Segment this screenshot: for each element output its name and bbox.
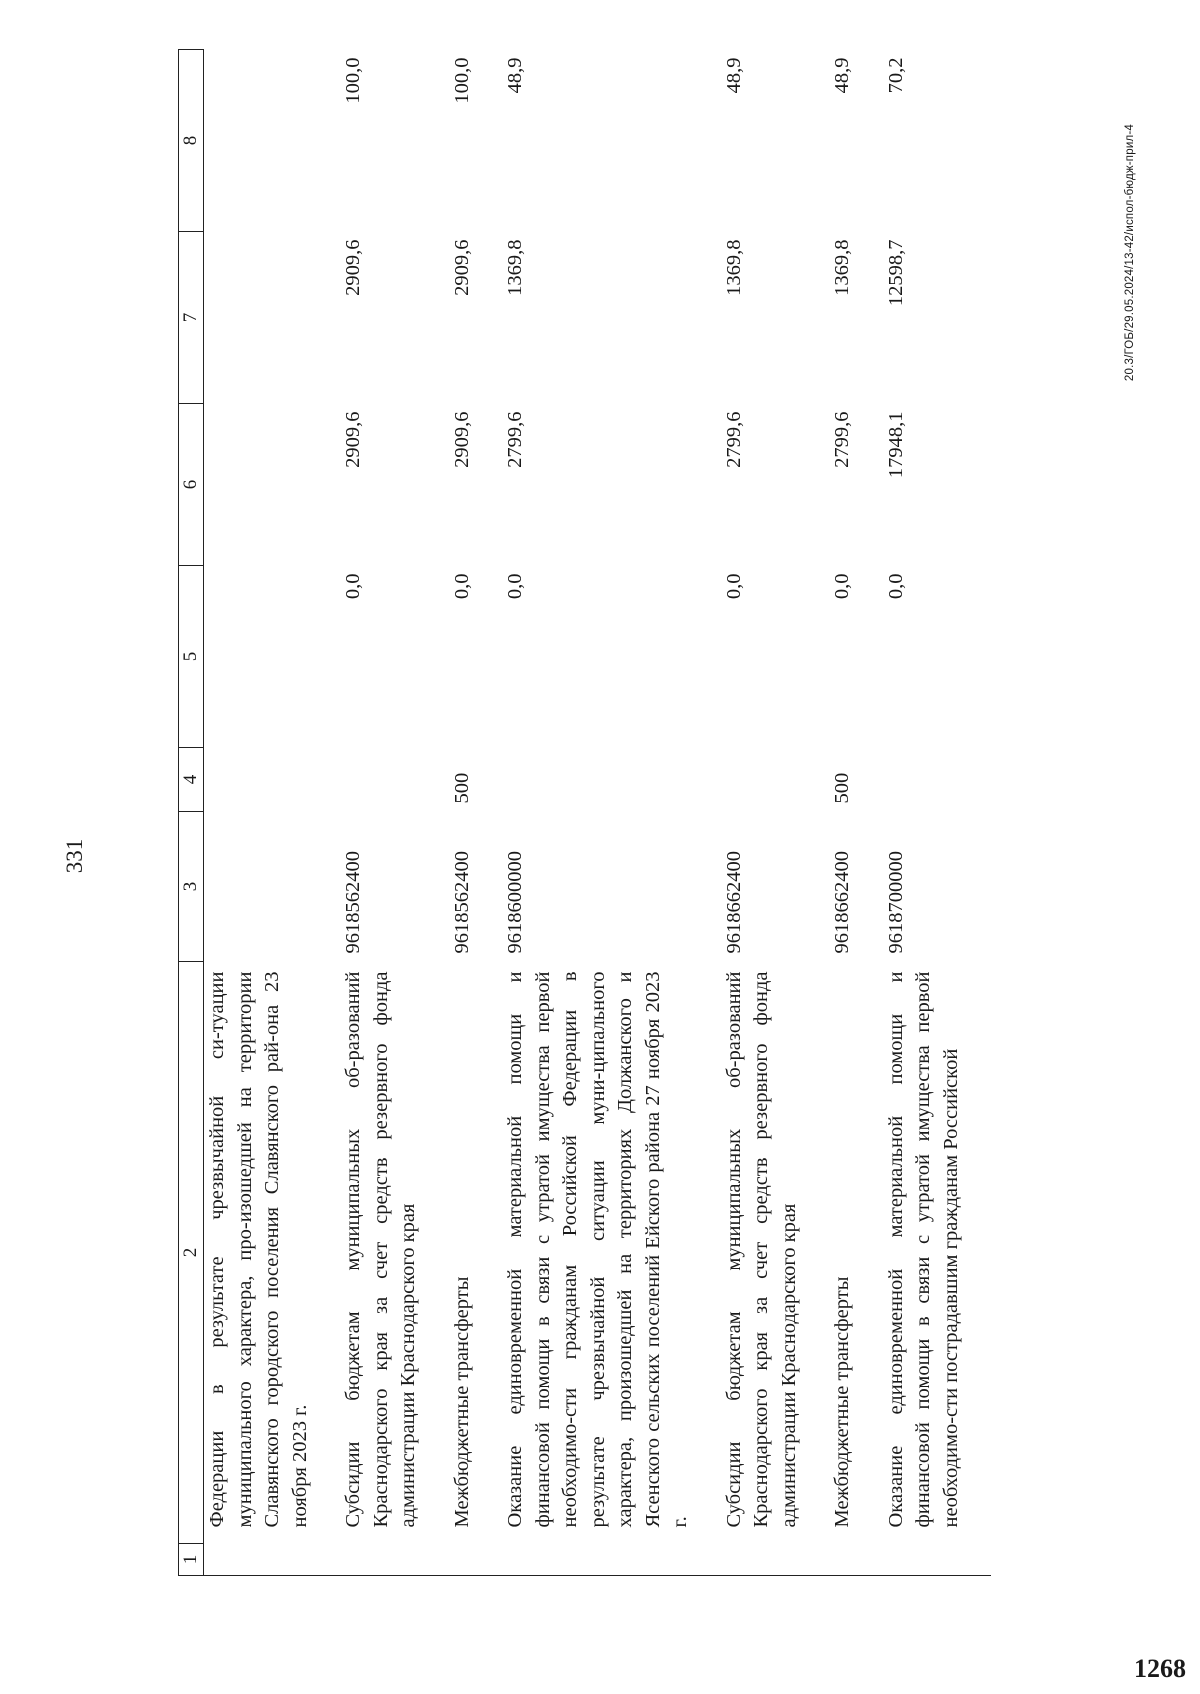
cell-col-7: 12598,7 xyxy=(884,239,907,307)
table-row xyxy=(721,50,830,1576)
table-row xyxy=(204,50,341,1576)
header-col-3: 3 xyxy=(179,812,204,962)
cell-expense-type xyxy=(721,748,830,812)
cell-description xyxy=(502,962,721,1544)
header-col-4: 4 xyxy=(179,748,204,812)
header-col-5: 5 xyxy=(179,566,204,748)
table-body xyxy=(204,50,992,1576)
cell-target-code: 9618700000 xyxy=(884,851,907,954)
description-text: Межбюджетные трансферты xyxy=(831,1276,853,1528)
cell-col-7: 2909,6 xyxy=(450,239,473,296)
cell-col-7: 1369,8 xyxy=(831,239,853,296)
cell-col-8: 48,9 xyxy=(504,57,526,94)
sheet-number: 1268 xyxy=(1134,1654,1186,1683)
cell-col-8: 100,0 xyxy=(342,57,364,104)
cell-col-1 xyxy=(829,1544,883,1576)
table-row xyxy=(829,50,883,1576)
cell-description xyxy=(883,962,992,1544)
cell-col-5: 0,0 xyxy=(450,573,473,600)
header-col-7: 7 xyxy=(179,232,204,404)
cell-col-5: 0,0 xyxy=(884,573,907,600)
page-number-top: 331 xyxy=(62,838,87,874)
cell-col-5 xyxy=(204,566,341,748)
description-text: Оказание единовременной материальной помощи и финансовой помощи в связи с утратой имущества первой необходимо-сти пострадавшим гражданам Российской xyxy=(884,971,962,1528)
cell-col-8: 48,9 xyxy=(722,57,745,94)
cell-target-code: 9618562400 xyxy=(450,851,473,954)
cell-description xyxy=(721,962,830,1544)
description-text: Межбюджетные трансферты xyxy=(450,1276,473,1528)
header-row xyxy=(179,50,204,1576)
cell-col-5: 0,0 xyxy=(342,573,364,600)
cell-col-1 xyxy=(204,1544,341,1576)
cell-target-code: 9618562400 xyxy=(342,851,364,954)
cell-col-5: 0,0 xyxy=(831,573,853,600)
cell-col-7: 1369,8 xyxy=(504,239,526,296)
cell-expense-type xyxy=(883,748,992,812)
cell-col-7: 1369,8 xyxy=(722,239,745,296)
cell-col-1 xyxy=(502,1544,721,1576)
header-col-1: 1 xyxy=(179,1544,204,1576)
header-col-6: 6 xyxy=(179,404,204,566)
description-text: Субсидии бюджетам муниципальных об-разований Краснодарского края за счет средств резервного фонда администрации Краснодарского края xyxy=(342,971,419,1528)
cell-expense-type: 500 xyxy=(831,772,853,804)
cell-col-8 xyxy=(204,50,341,232)
cell-col-5: 0,0 xyxy=(722,573,745,600)
cell-col-6 xyxy=(204,404,341,566)
cell-col-6: 2909,6 xyxy=(450,411,473,468)
budget-table xyxy=(178,49,991,1576)
description-text: Субсидии бюджетам муниципальных об-разований Краснодарского края за счет средств резервного фонда администрации Краснодарского края xyxy=(722,971,800,1528)
header-col-2: 2 xyxy=(179,962,204,1544)
cell-col-7 xyxy=(204,232,341,404)
cell-expense-type xyxy=(502,748,721,812)
description-text: Федерации в результате чрезвычайной си-туации муниципального характера, про-изошедшей на территории Славянского городского поселения Славянского рай-она 23 ноября 2023 г. xyxy=(206,971,311,1528)
cell-col-6: 17948,1 xyxy=(884,411,907,479)
table-row xyxy=(883,50,992,1576)
cell-col-7: 2909,6 xyxy=(342,239,364,296)
cell-col-1 xyxy=(340,1544,449,1576)
cell-description xyxy=(340,962,449,1544)
cell-description xyxy=(204,962,341,1544)
cell-col-1 xyxy=(449,1544,503,1576)
cell-col-8: 70,2 xyxy=(884,57,907,94)
cell-expense-type xyxy=(340,748,449,812)
cell-target-code xyxy=(204,812,341,962)
table-row xyxy=(502,50,721,1576)
cell-target-code: 9618662400 xyxy=(722,851,745,954)
cell-col-6: 2799,6 xyxy=(722,411,745,468)
table-header xyxy=(179,50,204,1576)
cell-col-5: 0,0 xyxy=(504,573,526,600)
cell-col-6: 2799,6 xyxy=(831,411,853,468)
document-reference-code: 20.3/ГОБ/29.05.2024/13-42/испол-бюдж-прил-4 xyxy=(1124,124,1136,382)
table-row xyxy=(449,50,503,1576)
cell-target-code: 9618662400 xyxy=(831,851,853,954)
cell-description xyxy=(829,962,883,1544)
table-row xyxy=(340,50,449,1576)
cell-col-6: 2909,6 xyxy=(342,411,364,468)
description-text: Оказание единовременной материальной помощи и финансовой помощи в связи с утратой имущества первой необходимо-сти гражданам Российской Федерации в результате чрезвычайной ситуации муни-ципального характера, произошедшей на территориях Должанского и Ясенского сельских поселений Ейского района 27 ноября 2023 г. xyxy=(504,971,691,1528)
cell-col-8: 48,9 xyxy=(831,57,853,94)
cell-target-code: 9618600000 xyxy=(504,851,526,954)
cell-col-1 xyxy=(721,1544,830,1576)
cell-expense-type xyxy=(204,748,341,812)
header-col-8: 8 xyxy=(179,50,204,232)
cell-col-1 xyxy=(883,1544,992,1576)
cell-col-8: 100,0 xyxy=(450,57,473,104)
cell-col-6: 2799,6 xyxy=(504,411,526,468)
cell-expense-type: 500 xyxy=(450,772,473,804)
cell-description xyxy=(449,962,503,1544)
